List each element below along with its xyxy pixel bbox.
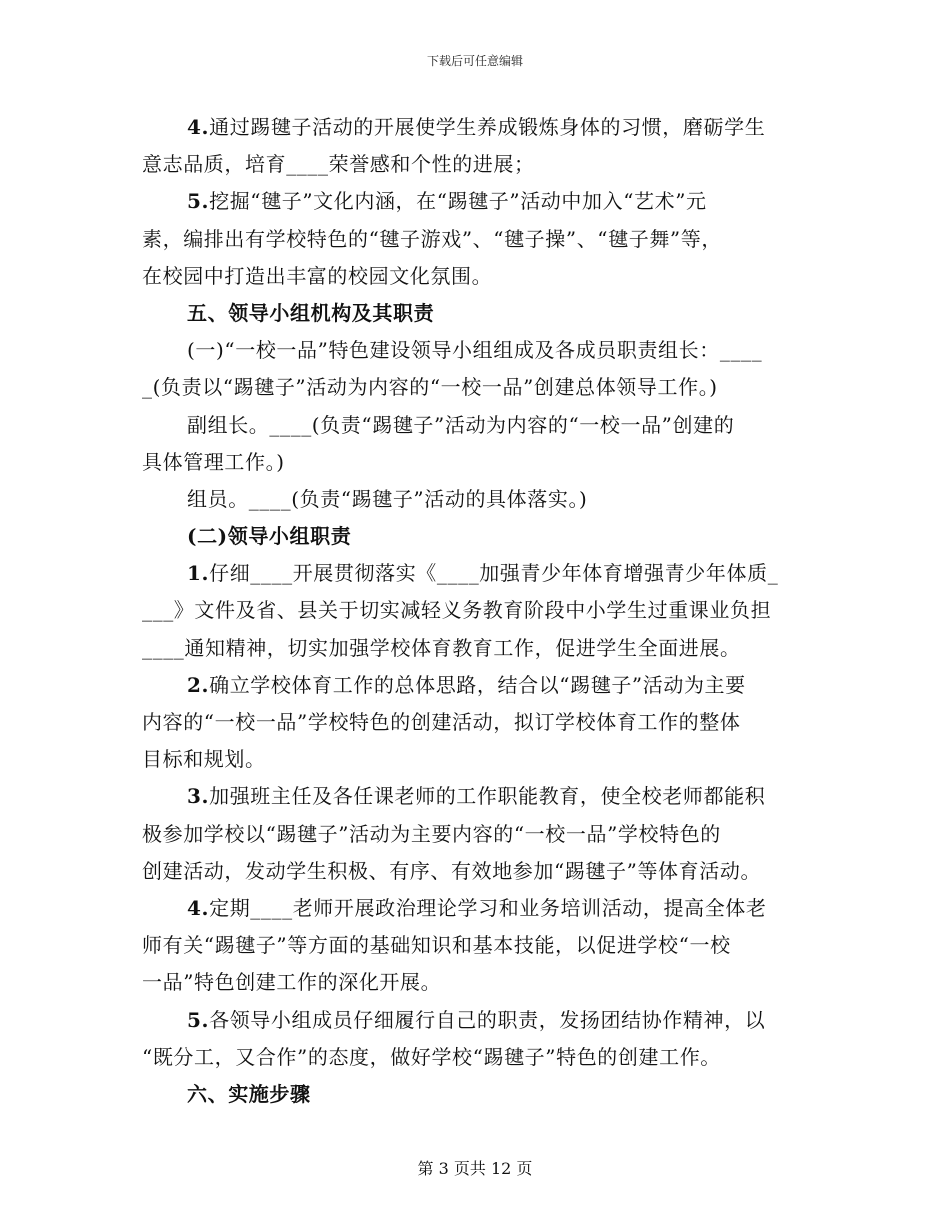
paragraph-line: 在校园中打造出丰富的校园文化氛围。 [142, 263, 493, 288]
paragraph-line: ___》文件及省、县关于切实减轻义务教育阶段中小学生过重课业负担 [142, 598, 772, 623]
item-text: 仔细____开展贯彻落实《____加强青少年体育增强青少年体质_ [209, 561, 779, 586]
paragraph-line [142, 890, 808, 927]
paragraph-line: ____通知精神，切实加强学校体育教育工作，促进学生全面进展。 [142, 635, 741, 660]
paragraph-line [142, 778, 808, 815]
page-header: 下载后可任意编辑 [426, 54, 523, 68]
paragraph-line: 师有关“踢毽子”等方面的基础知识和基本技能，以促进学校“一校 [142, 933, 731, 958]
section-heading: 六、实施步骤 [187, 1081, 311, 1106]
item-number: 5. [187, 189, 210, 214]
item-number: 2. [187, 672, 210, 697]
paragraph-line: 意志品质，培育____荣誉感和个性的进展； [142, 152, 535, 177]
paragraph-line [142, 555, 808, 592]
item-number: 4. [187, 895, 210, 920]
item-text: 确立学校体育工作的总体思路，结合以“踢毽子”活动为主要 [209, 672, 746, 697]
paragraph-line [142, 109, 808, 146]
item-text: 通过踢毽子活动的开展使学生养成锻炼身体的习惯，磨砺学生 [209, 115, 766, 139]
item-number: 3. [187, 784, 210, 809]
item-text: 加强班主任及各任课老师的工作职能教育，使全校老师都能积 [209, 784, 766, 809]
paragraph-line: _(负责以“踢毽子”活动为内容的“一校一品”创建总体领导工作。) [142, 375, 718, 400]
item-text: 各领导小组成员仔细履行自己的职责，发扬团结协作精神，以 [209, 1007, 766, 1032]
paragraph-line: 一品”特色创建工作的深化开展。 [142, 970, 442, 995]
paragraph-line: (一)“一校一品”特色建设领导小组组成及各成员职责组长：____ [187, 338, 763, 363]
item-text: 挖掘“毽子”文化内涵，在“踢毽子”活动中加入“艺术”元 [209, 189, 707, 214]
paragraph-line: 副组长。____(负责“踢毽子”活动为内容的“一校一品”创建的 [187, 412, 735, 437]
paragraph-line: 创建活动，发动学生积极、有序、有效地参加“踢毽子”等体育活动。 [142, 858, 762, 883]
item-text: 定期____老师开展政治理论学习和业务培训活动，提高全体老 [209, 895, 767, 920]
paragraph-line: 组员。____(负责“踢毽子”活动的具体落实。) [187, 486, 588, 511]
item-number: 1. [187, 561, 210, 586]
item-number: 5. [187, 1007, 210, 1032]
section-heading: (二)领导小组职责 [187, 524, 352, 549]
item-number: 4. [187, 115, 210, 139]
paragraph-line: 目标和规划。 [142, 747, 266, 772]
paragraph-line: “既分工，又合作”的态度，做好学校“踢毽子”特色的创建工作。 [142, 1044, 721, 1069]
paragraph-line [142, 667, 808, 704]
paragraph-line: 极参加学校以“踢毽子”活动为主要内容的“一校一品”学校特色的 [142, 821, 721, 846]
section-heading: 五、领导小组机构及其职责 [187, 300, 435, 325]
document-body [142, 109, 808, 1113]
page-footer: 第 3 页共 12 页 [417, 1159, 533, 1178]
paragraph-line: 素，编排出有学校特色的“毽子游戏”、“毽子操”、“毽子舞”等， [142, 226, 722, 251]
paragraph-line [142, 183, 808, 220]
paragraph-line [142, 1002, 808, 1039]
paragraph-line: 内容的“一校一品”学校特色的创建活动，拟订学校体育工作的整体 [142, 710, 741, 734]
paragraph-line: 具体管理工作。) [142, 449, 285, 474]
